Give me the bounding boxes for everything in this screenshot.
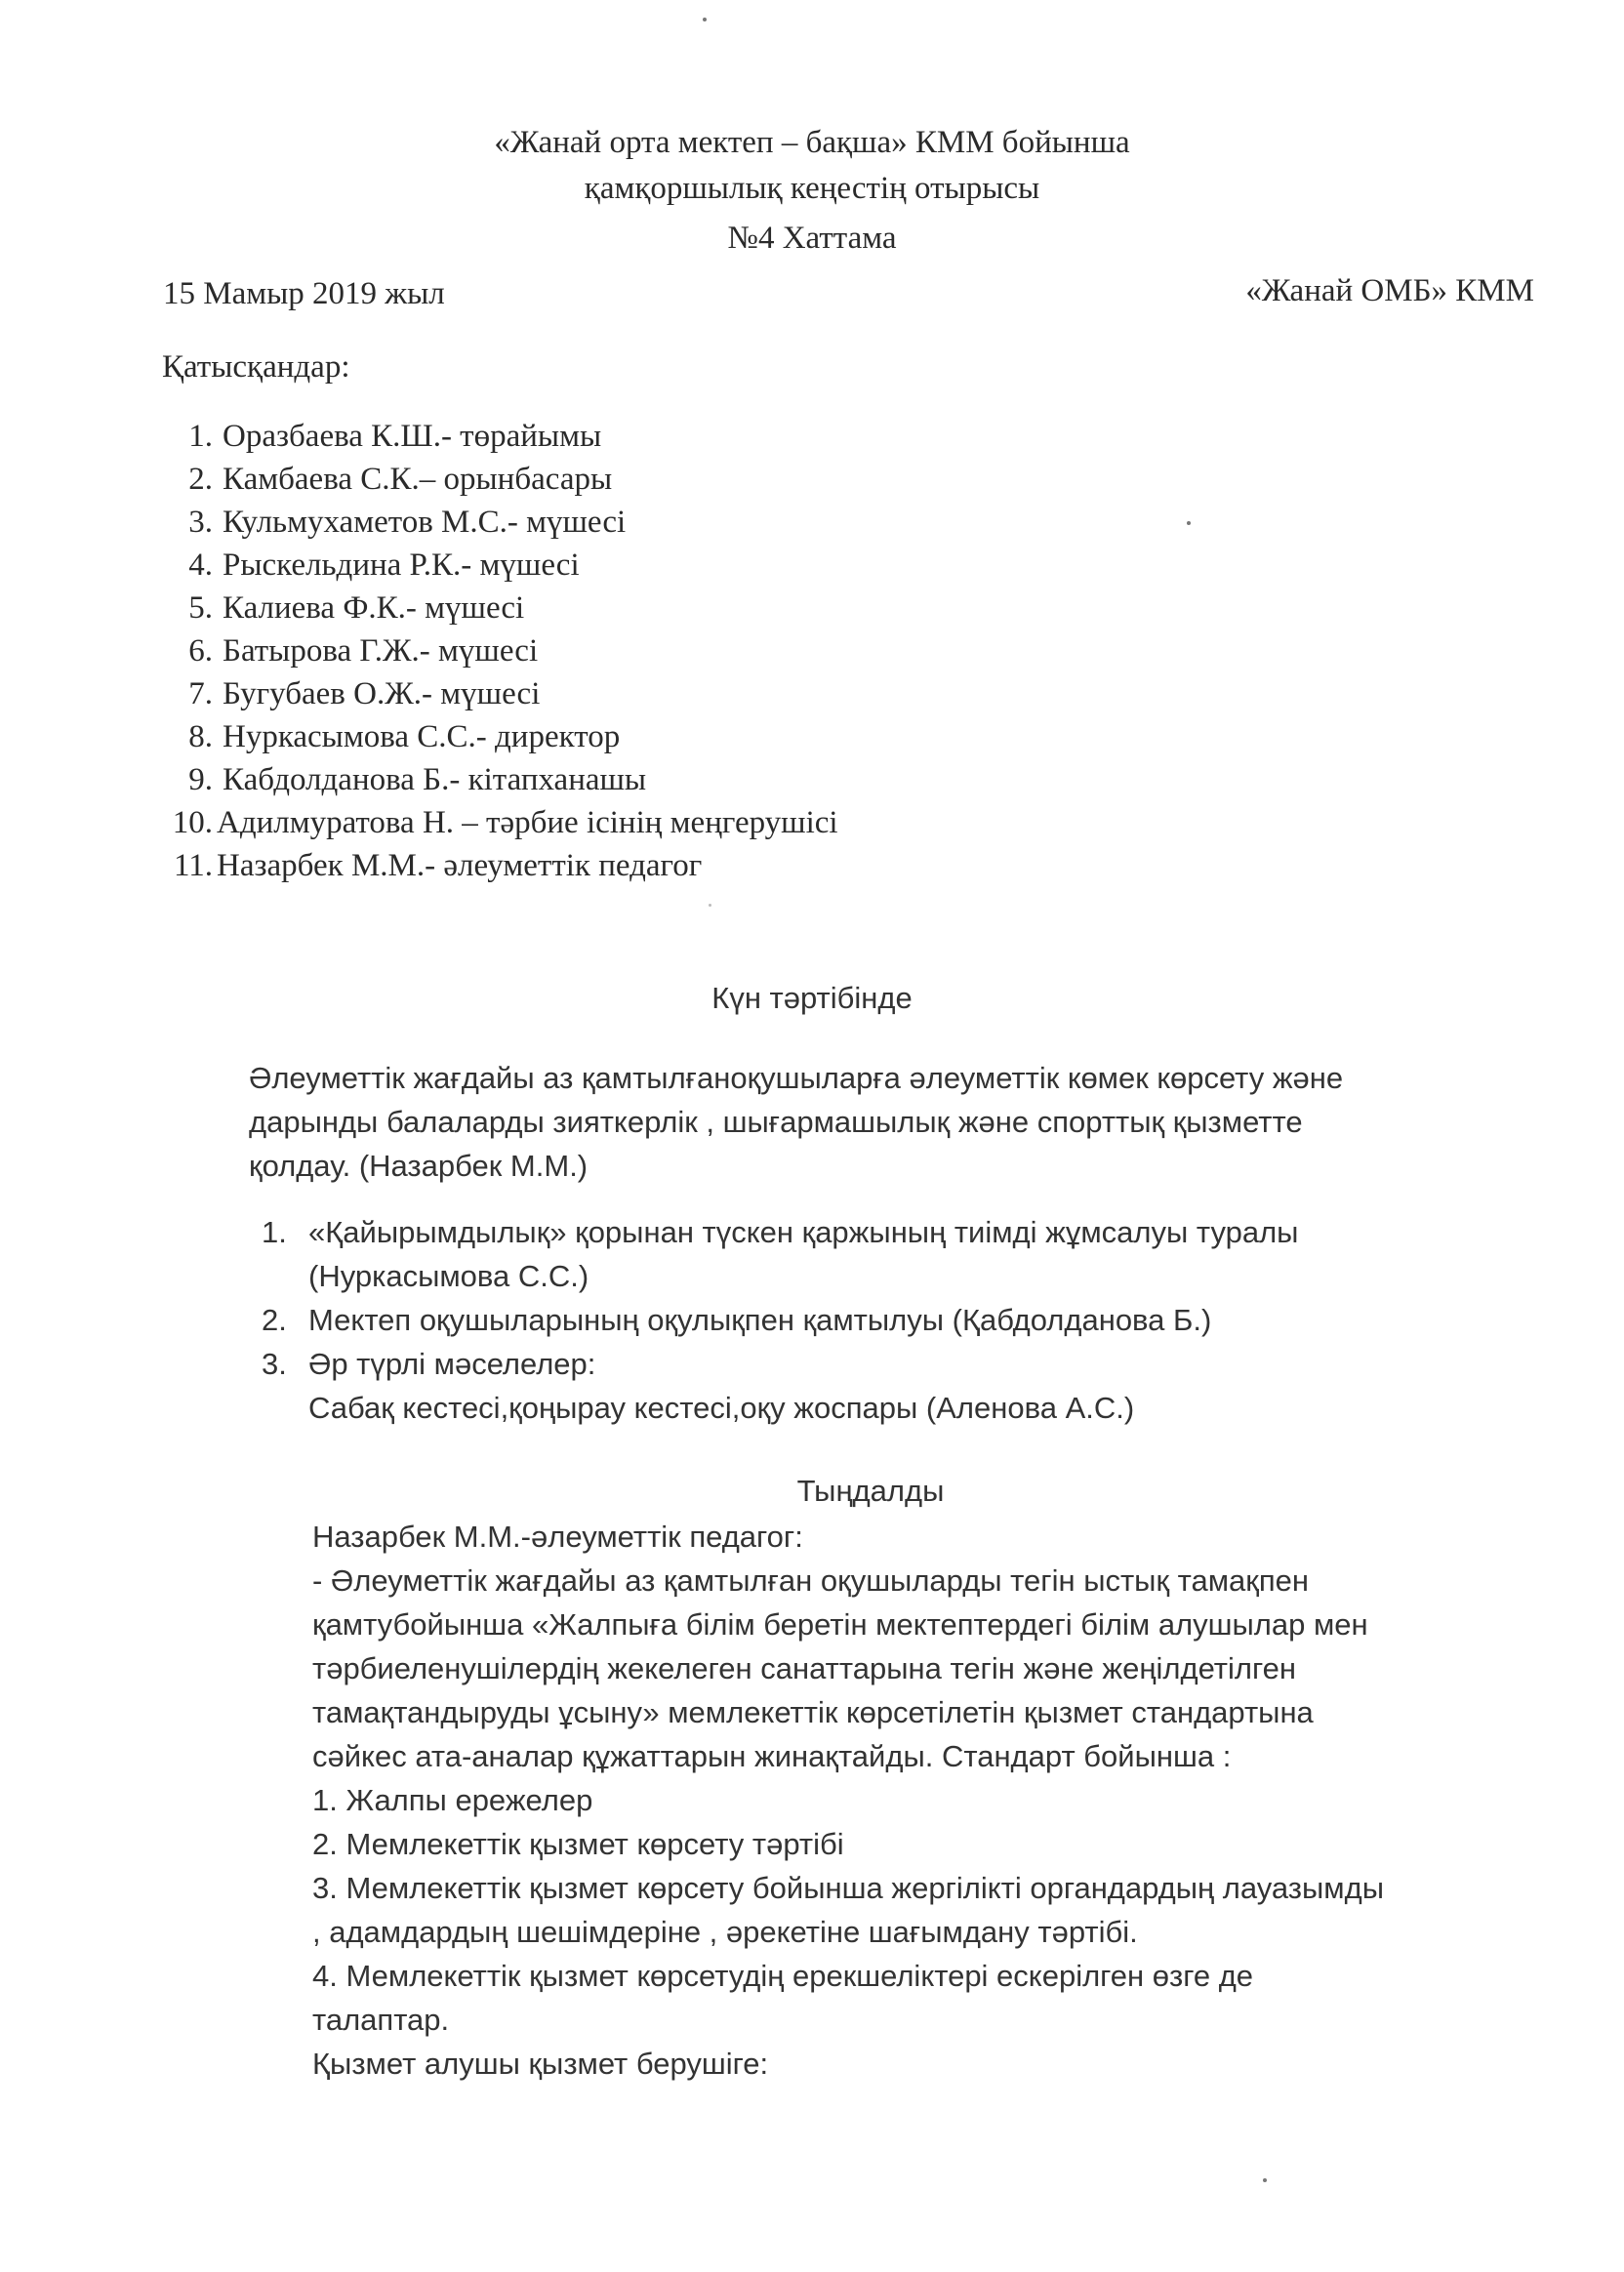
agenda-intro: Әлеуметтік жағдайы аз қамтылғаноқушыларға әлеуметтік көмек көрсету және дарынды балаларды зияткерлік , шығармашылық және спорттық қызметте қолдау. (Назарбек М.М.): [249, 1061, 1344, 1183]
participant-item: 7. Бугубаев О.Ж.- мүшесі: [188, 676, 541, 711]
header-protocol-number: №4 Хаттама: [727, 221, 897, 256]
listened-title: Тыңдалды: [796, 1474, 945, 1508]
participant-item: 5. Калиева Ф.К.- мүшесі: [188, 590, 525, 626]
participant-item: 11. Назарбек М.М.- әлеуметтік педагог: [173, 848, 703, 883]
participant-item: 1. Оразбаева К.Ш.- төрайымы: [188, 419, 602, 454]
agenda-item: 3. Әр түрлі мәселелер: Сабақ кестесі,қоңырау кестесі,оқу жоспары (Аленова А.С.): [262, 1347, 1135, 1425]
participant-item: 4. Рыскельдина Р.К.- мүшесі: [188, 548, 580, 583]
agenda-list: [262, 1210, 1298, 1430]
header-title-line-2: қамқоршылық кеңестің отырысы: [584, 171, 1040, 206]
participant-item: 9. Кабдолданова Б.- кітапханашы: [188, 762, 647, 797]
participant-item: 2. Камбаева С.К.– орынбасары: [188, 462, 613, 497]
organization-name: «Жанай ОМБ» КММ: [1245, 273, 1534, 308]
agenda-title: Күн тәртібінде: [711, 981, 913, 1015]
agenda-item: 2. Мектеп оқушыларының оқулықпен қамтылуы (Қабдолданова Б.): [262, 1303, 1212, 1337]
participants-title: Қатысқандар:: [162, 349, 350, 385]
participant-item: 10. Адилмуратова Н. – тәрбие ісінің меңгерушісі: [172, 805, 838, 840]
participant-item: 8. Нуркасымова С.С.- директор: [188, 719, 621, 754]
participant-item: 6. Батырова Г.Ж.- мүшесі: [188, 633, 539, 669]
header-title-line-1: «Жанай орта мектеп – бақша» КММ бойынша: [494, 125, 1130, 160]
scan-speck: [1263, 2178, 1267, 2182]
participant-item: 3. Кульмухаметов М.С.- мүшесі: [188, 505, 627, 540]
agenda-item: 1. «Қайырымдылық» қорынан түскен қаржының тиімді жұмсалуы туралы (Нуркасымова С.С.): [262, 1215, 1299, 1293]
participants-list: [162, 415, 838, 887]
scan-speck: [703, 18, 707, 21]
listened-body: Назарбек М.М.-әлеуметтік педагог: - Әлеуметтік жағдайы аз қамтылған оқушыларды тегін ыстық тамақпен қамтубойынша «Жалпыға білім беретін мектептердегі білім алушылар мен тәрбиеленушілердің жекелеген санаттарына тегін және жеңілдетілген тамақтандыруды ұсыну» мемлекеттік көрсетілетін қызмет стандартына сәйкес ата-аналар құжаттарын жинақтайды. Стандарт бойынша : 1. Жалпы ережелер 2. Мемлекеттік қызмет көрсету тәртібі 3. Мемлекеттік қызмет көрсету бойынша жергілікті органдардың лауазымды , адамдардың шешімдеріне , әрекетіне шағымдану тәртібі. 4. Мемлекеттік қызмет көрсетудің ерекшеліктері ескерілген өзге де талаптар. Қызмет алушы қызмет берушіге:: [312, 1520, 1384, 2081]
meeting-date: 15 Мамыр 2019 жыл: [163, 276, 445, 311]
scan-speck: [709, 904, 711, 907]
scan-speck: [1187, 521, 1191, 525]
